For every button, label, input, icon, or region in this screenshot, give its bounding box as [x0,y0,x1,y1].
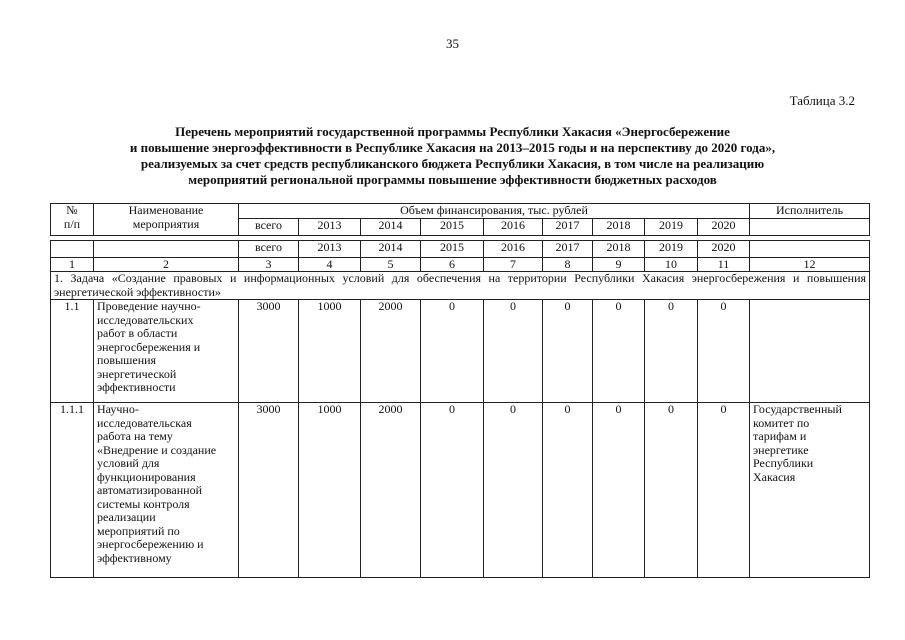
header-executor: Исполнитель [750,204,870,219]
name-line: мероприятий по [97,523,180,538]
name-line: энергосбережению и [97,537,204,551]
row-executor [750,403,870,578]
name-line: исследовательских [97,312,194,327]
executor-line: Республики [753,456,814,470]
year-header: 2019 [645,218,698,235]
empty-cell [51,240,94,257]
name-line: системы контроля [97,496,190,511]
header-years-repeat-row [51,240,870,257]
column-number: 3 [239,257,299,272]
name-line: работа на тему [97,429,173,443]
value-cell: 1000 [299,300,361,403]
name-line: «Внедрение и создание [97,442,217,457]
name-line: повышения [97,353,157,367]
column-number: 10 [645,257,698,272]
row-name [94,403,239,578]
value-cell: 0 [698,403,750,578]
year-header: 2013 [299,240,361,257]
year-header: 2020 [698,240,750,257]
name-line: эффективному [97,550,172,565]
empty-cell [94,240,239,257]
header-funding: Объем финансирования, тыс. рублей [239,204,750,219]
value-cell: 2000 [361,300,421,403]
header-num-line: № [66,203,78,217]
year-header: 2018 [593,218,645,235]
name-line: автоматизированной [97,483,203,497]
row-num: 1.1.1 [51,403,94,578]
column-number: 6 [421,257,484,272]
year-header: 2015 [421,240,484,257]
column-number: 9 [593,257,645,272]
table-row [51,300,870,403]
title-line: мероприятий региональной программы повышение эффективности бюджетных расходов [188,172,717,187]
name-line: работ в области [97,326,178,340]
value-cell: 0 [645,403,698,578]
year-header: 2017 [543,240,593,257]
name-line: исследовательская [97,415,192,430]
row-executor [750,300,870,403]
column-number: 7 [484,257,543,272]
executor-spacer [750,218,870,235]
name-line: Проведение научно- [97,299,201,313]
value-cell: 0 [484,403,543,578]
column-number: 1 [51,257,94,272]
header-num-cell [51,204,94,236]
column-number: 11 [698,257,750,272]
task-row [51,272,870,300]
task-text: 1. Задача «Создание правовых и информационных условий для обеспечения на территории Республики Хакасия энергосбережения и повышения энергетической эффективности» [51,272,870,300]
year-header: 2017 [543,218,593,235]
value-cell: 0 [593,300,645,403]
row-num: 1.1 [51,300,94,403]
executor-line: Хакасия [753,469,796,484]
year-header: 2014 [361,218,421,235]
funding-table [50,203,870,578]
page-number: 35 [446,36,459,51]
executor-line: тарифам и [753,429,807,443]
executor-line: энергетике [753,442,809,457]
value-cell: 0 [543,403,593,578]
title-line: и повышение энергоэффективности в Республике Хакасия на 2013–2015 годы и на перспективу до 2020 года», [129,140,776,155]
year-header: 2016 [484,240,543,257]
name-line: энергетической [97,366,177,381]
year-header: всего [239,218,299,235]
column-number: 4 [299,257,361,272]
name-line: энергосбережения и [97,339,201,354]
value-cell: 0 [421,300,484,403]
column-number: 5 [361,257,421,272]
header-name-line: мероприятия [132,216,200,231]
value-cell: 3000 [239,300,299,403]
column-number-row [51,257,870,272]
value-cell: 0 [698,300,750,403]
table-title [90,124,815,188]
value-cell: 0 [484,300,543,403]
executor-line: комитет по [753,415,810,430]
name-line: эффективности [97,380,176,394]
row-name [94,300,239,403]
year-header: 2013 [299,218,361,235]
title-line: реализуемых за счет средств республиканского бюджета Республики Хакасия, в том числе на реализацию [140,156,765,171]
year-header: 2018 [593,240,645,257]
value-cell: 3000 [239,403,299,578]
year-header: 2016 [484,218,543,235]
year-header: 2014 [361,240,421,257]
year-header: 2019 [645,240,698,257]
table-label: Таблица 3.2 [789,93,855,108]
value-cell: 1000 [299,403,361,578]
column-number: 8 [543,257,593,272]
year-header: 2020 [698,218,750,235]
name-line: условий для [97,456,160,470]
value-cell: 2000 [361,403,421,578]
executor-line: Государственный [753,402,842,416]
year-header: всего [239,240,299,257]
empty-cell [750,240,870,257]
value-cell: 0 [543,300,593,403]
title-line: Перечень мероприятий государственной программы Республики Хакасия «Энергосбережение [175,124,730,139]
header-name-cell [94,204,239,236]
header-num-line: п/п [63,216,81,231]
name-line: реализации [97,510,156,524]
name-line: функционирования [97,469,196,484]
column-number: 12 [750,257,870,272]
value-cell: 0 [645,300,698,403]
value-cell: 0 [421,403,484,578]
name-line: Научно- [97,402,139,416]
value-cell: 0 [593,403,645,578]
header-name-line: Наименование [128,203,204,217]
table-row [51,403,870,578]
column-number: 2 [94,257,239,272]
year-header: 2015 [421,218,484,235]
